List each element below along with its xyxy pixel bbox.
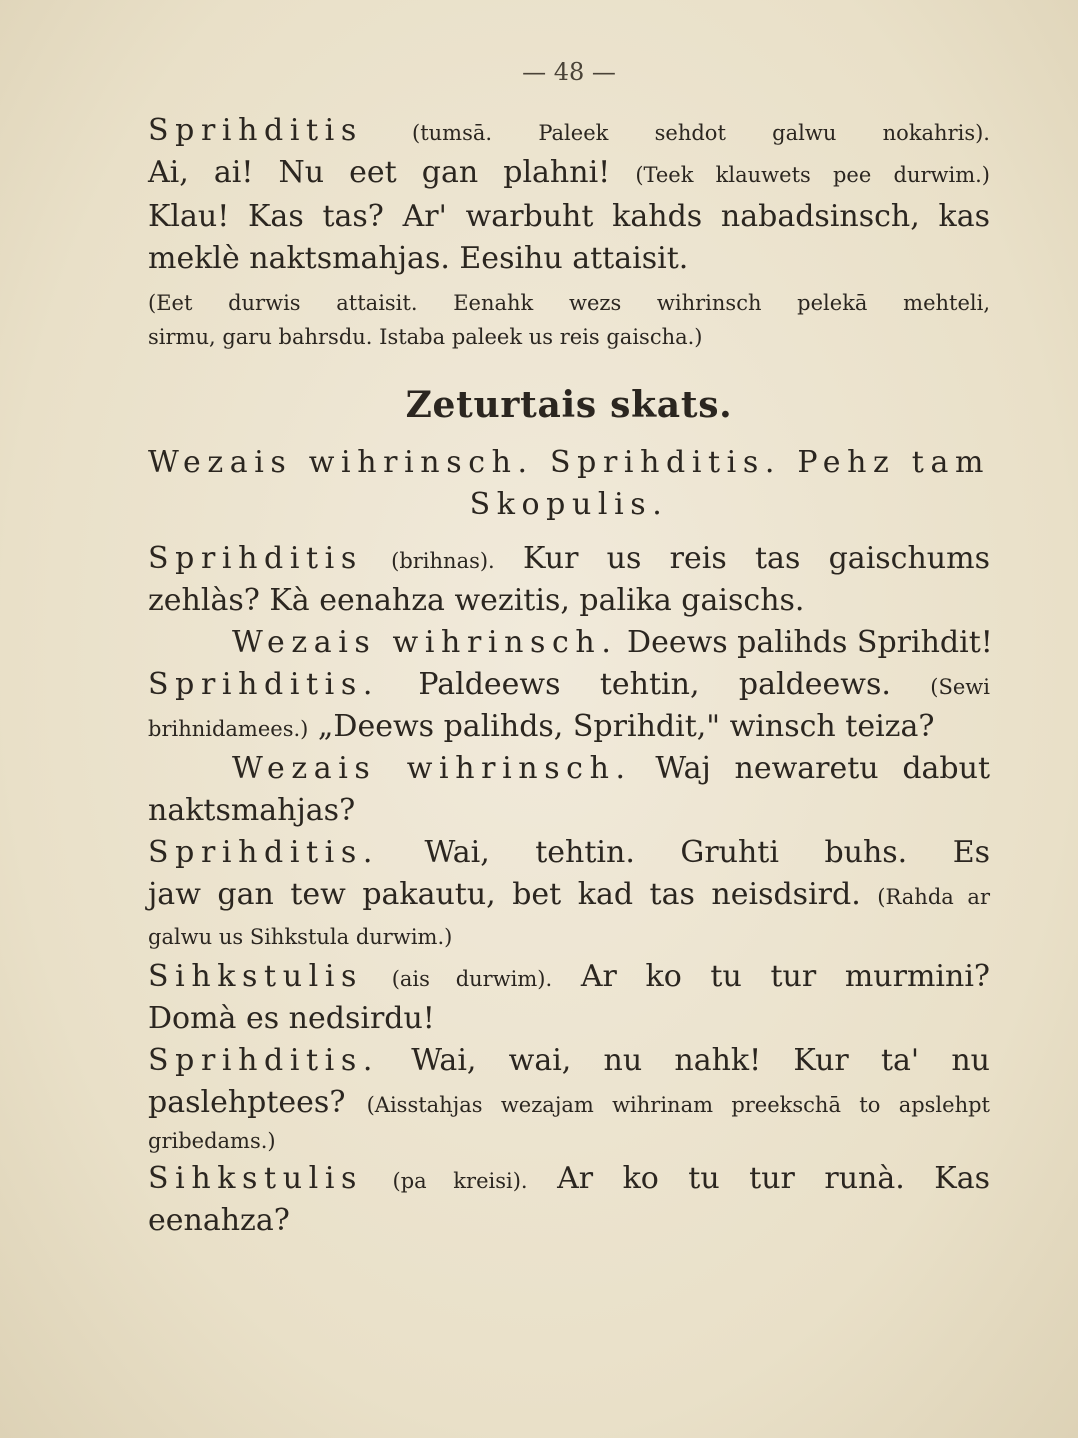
speaker-name: Wezais wihrinsch. [232, 751, 632, 786]
speakers-line: Wezais wihrinsch. Sprihditis. Pehz tam [148, 445, 990, 480]
text-line [148, 624, 993, 662]
stage-direction: (Eet durwis attaisit. Eenahk wezs wihrinsch pelekā mehteli, [148, 291, 990, 315]
stage-direction: (Sewi [930, 675, 990, 699]
text-line [148, 1160, 990, 1200]
text-line [148, 540, 990, 580]
speaker-name: Sihkstulis [148, 959, 364, 994]
dialogue-text: Deews palihds Sprihdit! [627, 625, 993, 660]
speaker-name: Sprihditis. [148, 1043, 379, 1078]
dialogue-text: „Deews palihds, Sprihdit," winsch teiza? [317, 709, 935, 744]
stage-direction: gribedams.) [148, 1129, 276, 1153]
dialogue-text: Ar ko tu tur murmini? [580, 959, 990, 994]
dialogue-text: Wai, wai, nu nahk! Kur ta' nu [411, 1043, 990, 1078]
text-line: naktsmahjas? [148, 793, 356, 828]
text-line: eenahza? [148, 1203, 290, 1238]
text-line [148, 708, 990, 748]
stage-direction: sirmu, garu bahrsdu. Istaba paleek us reis gaischa.) [148, 325, 703, 349]
text-line: meklè naktsmahjas. Eesihu attaisit. [148, 241, 689, 276]
text-line [148, 876, 990, 916]
dialogue-text: Kur us reis tas gaischums [523, 541, 990, 576]
text-line [148, 154, 990, 194]
stage-direction: galwu us Sihkstula durwim.) [148, 925, 453, 949]
speaker-name: Wezais wihrinsch. [232, 625, 618, 660]
stage-direction: (ais durwim). [391, 967, 553, 991]
speaker-name: Sihkstulis [148, 1161, 364, 1196]
text-line [148, 834, 990, 872]
speaker-name: Sprihditis [148, 113, 363, 148]
scene-heading: Zeturtais skats. [405, 384, 733, 426]
speaker-name: Sprihditis [148, 541, 363, 576]
stage-direction: brihnidamees.) [148, 717, 309, 741]
text-line [148, 1084, 990, 1124]
text-line [148, 1042, 990, 1080]
stage-direction: (brihnas). [391, 549, 495, 573]
text-line [148, 750, 990, 788]
text-line: zehlàs? Kà eenahza wezitis, palika gaischs. [148, 583, 805, 618]
dialogue-text: paslehptees? [148, 1085, 346, 1120]
stage-direction: (tumsā. Paleek sehdot galwu nokahris). [412, 121, 990, 145]
stage-direction: (Teek klauwets pee durwim.) [635, 163, 990, 187]
text-line [148, 958, 990, 998]
text-line [148, 112, 990, 152]
stage-direction: (Aisstahjas wezajam wihrinam preekschā to apslehpt [366, 1093, 990, 1117]
dialogue-text: Wai, tehtin. Gruhti buhs. Es [424, 835, 990, 870]
dialogue-text: Ar ko tu tur runà. Kas [557, 1161, 990, 1196]
dialogue-text: Waj newaretu dabut [655, 751, 990, 786]
dialogue-text: jaw gan tew pakautu, bet kad tas neisdsird. [148, 877, 861, 912]
text-line: Klau! Kas tas? Ar' warbuht kahds nabadsinsch, kas [148, 199, 990, 234]
dialogue-text: Ai, ai! Nu eet gan plahni! [148, 155, 611, 190]
speakers-line: Skopulis. [469, 487, 669, 522]
page-number: — 48 — [522, 58, 616, 86]
text-line: Domà es nedsirdu! [148, 1001, 435, 1036]
speaker-name: Sprihditis. [148, 835, 379, 870]
dialogue-text: Paldeews tehtin, paldeews. [418, 667, 891, 702]
stage-direction: (pa kreisi). [392, 1169, 528, 1193]
stage-direction: (Rahda ar [877, 885, 990, 909]
text-line [148, 666, 990, 706]
speaker-name: Sprihditis. [148, 667, 379, 702]
